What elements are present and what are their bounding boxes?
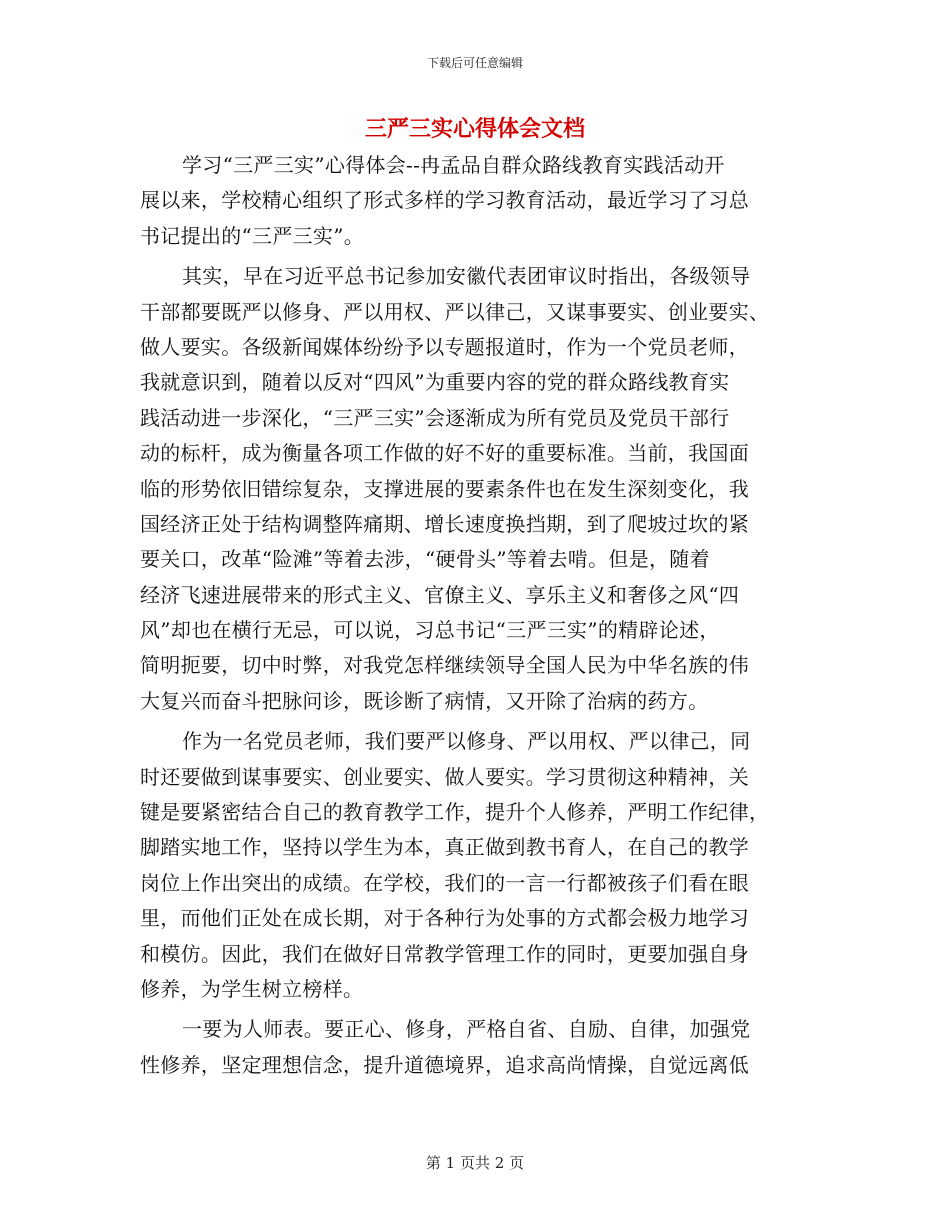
document-title: 三严三实心得体会文档: [364, 116, 585, 142]
paragraph-line: 其实，早在习近平总书记参加安徽代表团审议时指出，各级领导: [182, 264, 751, 289]
paragraph-line: 修养，为学生树立榜样。: [140, 976, 364, 1001]
paragraph-line: 岗位上作出突出的成绩。在学校，我们的一言一行都被孩子们看在眼: [140, 870, 749, 895]
paragraph-line: 践活动进一步深化，“三严三实”会逐渐成为所有党员及党员干部行: [140, 405, 730, 430]
paragraph-line: 脚踏实地工作，坚持以学生为本，真正做到教书育人，在自己的教学: [140, 835, 749, 860]
paragraph-line: 一要为人师表。要正心、修身，严格自省、自励、自律，加强党: [182, 1017, 751, 1042]
paragraph-line: 经济飞速进展带来的形式主义、官僚主义、享乐主义和奢侈之风“四: [140, 582, 740, 607]
paragraph: [140, 1012, 816, 1083]
paragraph-line: 学习“三严三实”心得体会--冉孟品自群众路线教育实践活动开: [182, 153, 725, 177]
paragraph-line: 国经济正处于结构调整阵痛期、增长速度换挡期，到了爬坡过坎的紧: [140, 511, 749, 536]
paragraph-line: 作为一名党员老师，我们要严以修身、严以用权、严以律己，同: [182, 729, 751, 754]
paragraph-line: 书记提出的“三严三实”。: [140, 223, 365, 248]
paragraph-line: 要关口，改革“险滩”等着去涉，“硬骨头”等着去啃。但是，随着: [140, 547, 710, 572]
paragraph: [140, 724, 816, 1007]
paragraph-line: 动的标杆，成为衡量各项工作做的好不好的重要标准。当前，我国面: [140, 441, 749, 466]
page-header: 下载后可任意编辑: [426, 56, 523, 70]
paragraph-line: 键是要紧密结合自己的教育教学工作，提升个人修养，严明工作纪律，: [140, 800, 770, 825]
page-footer: 第 1 页共 2 页: [425, 1154, 525, 1172]
paragraph-line: 和模仿。因此，我们在做好日常教学管理工作的同时，更要加强自身: [140, 941, 749, 966]
paragraph: [140, 259, 816, 719]
paragraph-line: 大复兴而奋斗把脉问诊，既诊断了病情，又开除了治病的药方。: [140, 688, 709, 713]
paragraph-line: 我就意识到，随着以反对“四风”为重要内容的党的群众路线教育实: [140, 370, 730, 395]
paragraph-line: 临的形势依旧错综复杂，支撑进展的要素条件也在发生深刻变化，我: [140, 476, 749, 501]
paragraph-line: 简明扼要，切中时弊，对我党怎样继续领导全国人民为中华名族的伟: [140, 653, 749, 678]
paragraph-line: 展以来，学校精心组织了形式多样的学习教育活动，最近学习了习总: [140, 188, 749, 213]
paragraph: [140, 148, 816, 254]
paragraph-line: 时还要做到谋事要实、创业要实、做人要实。学习贯彻这种精神，关: [140, 764, 749, 789]
paragraph-line: 性修养，坚定理想信念，提升道德境界，追求高尚情操，自觉远离低: [140, 1052, 749, 1077]
document-body: [140, 148, 816, 1083]
paragraph-line: 做人要实。各级新闻媒体纷纷予以专题报道时，作为一个党员老师，: [140, 334, 749, 359]
paragraph-line: 干部都要既严以修身、严以用权、严以律己，又谋事要实、创业要实、: [140, 299, 770, 324]
paragraph-line: 里，而他们正处在成长期，对于各种行为处事的方式都会极力地学习: [140, 906, 749, 931]
paragraph-line: 风”却也在横行无忌，可以说，习总书记“三严三实”的精辟论述，: [140, 618, 720, 643]
